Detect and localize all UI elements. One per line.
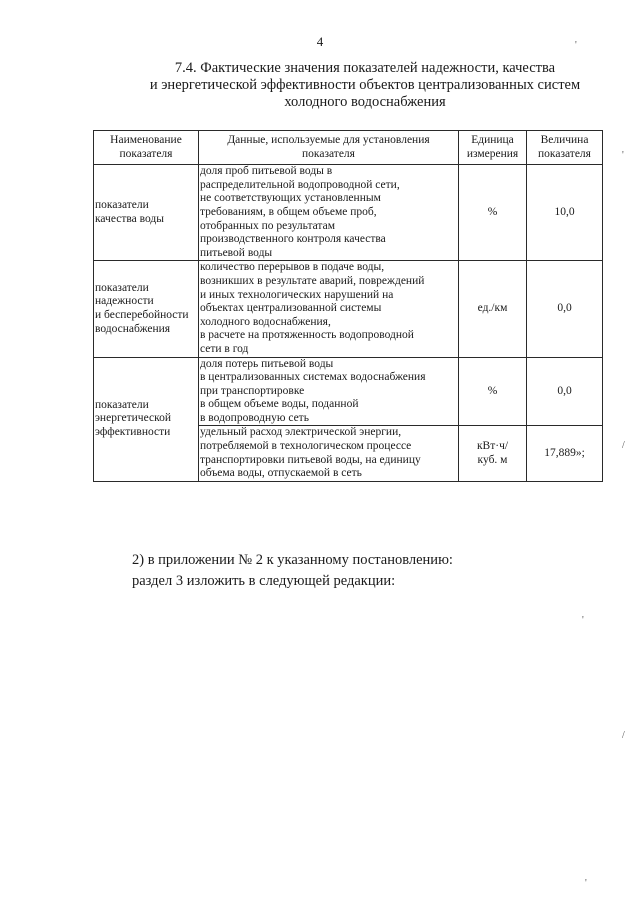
header-unit: Единица измерения	[459, 131, 527, 165]
table-row	[94, 261, 603, 357]
section-title-line: и энергетической эффективности объектов централизованных систем	[149, 77, 581, 93]
scan-mark: /	[622, 440, 625, 451]
indicators-table	[93, 130, 603, 482]
amendment-line: раздел 3 изложить в следующей редакции:	[132, 573, 396, 589]
indicator-data: количество перерывов в подаче воды, возникших в результате аварий, повреждений и иных технологических нарушений на объектах централизованной системы холодного водоснабжения, в расчете на протяженность водопроводной сети в год	[199, 261, 459, 357]
indicator-name: показатели надежности и бесперебойности водоснабжения	[94, 261, 199, 357]
table-row	[94, 165, 603, 261]
indicator-data: удельный расход электрической энергии, потребляемой в технологическом процессе транспортировки питьевой воды, на единицу объема воды, отпускаемой в сеть	[199, 426, 459, 481]
section-title-line: холодного водоснабжения	[284, 94, 446, 110]
indicator-value: 10,0	[527, 165, 603, 261]
section-title-line: 7.4. Фактические значения показателей надежности, качества	[174, 60, 556, 76]
indicator-data: доля проб питьевой воды в распределительной водопроводной сети, не соответствующих установленным требованиям, в общем объеме проб, отобранных по результатам производственного контроля качества питьевой воды	[199, 165, 459, 261]
indicator-value: 0,0	[527, 261, 603, 357]
indicator-unit: кВт·ч/ куб. м	[459, 426, 527, 481]
table-header-row	[94, 131, 603, 165]
indicator-value: 17,889»;	[527, 426, 603, 481]
amendment-line: 2) в приложении № 2 к указанному постановлению:	[132, 552, 453, 568]
page-number: 4	[316, 34, 324, 49]
scan-mark: '	[575, 40, 577, 51]
header-name: Наименование показателя	[94, 131, 199, 165]
section-title	[100, 60, 630, 111]
indicator-name: показатели качества воды	[94, 165, 199, 261]
scan-mark: /	[622, 730, 625, 741]
indicator-name: показатели энергетической эффективности	[94, 357, 199, 481]
scan-mark: '	[622, 150, 624, 161]
indicator-value: 0,0	[527, 357, 603, 426]
indicator-data: доля потерь питьевой воды в централизованных системах водоснабжения при транспортировке в общем объеме воды, поданной в водопроводную сеть	[199, 357, 459, 426]
scan-mark: '	[585, 878, 587, 889]
table-row	[94, 357, 603, 426]
indicator-unit: ед./км	[459, 261, 527, 357]
header-data: Данные, используемые для установления показателя	[199, 131, 459, 165]
indicator-unit: %	[459, 357, 527, 426]
indicator-unit: %	[459, 165, 527, 261]
scan-mark: '	[582, 615, 584, 626]
header-value: Величина показателя	[527, 131, 603, 165]
